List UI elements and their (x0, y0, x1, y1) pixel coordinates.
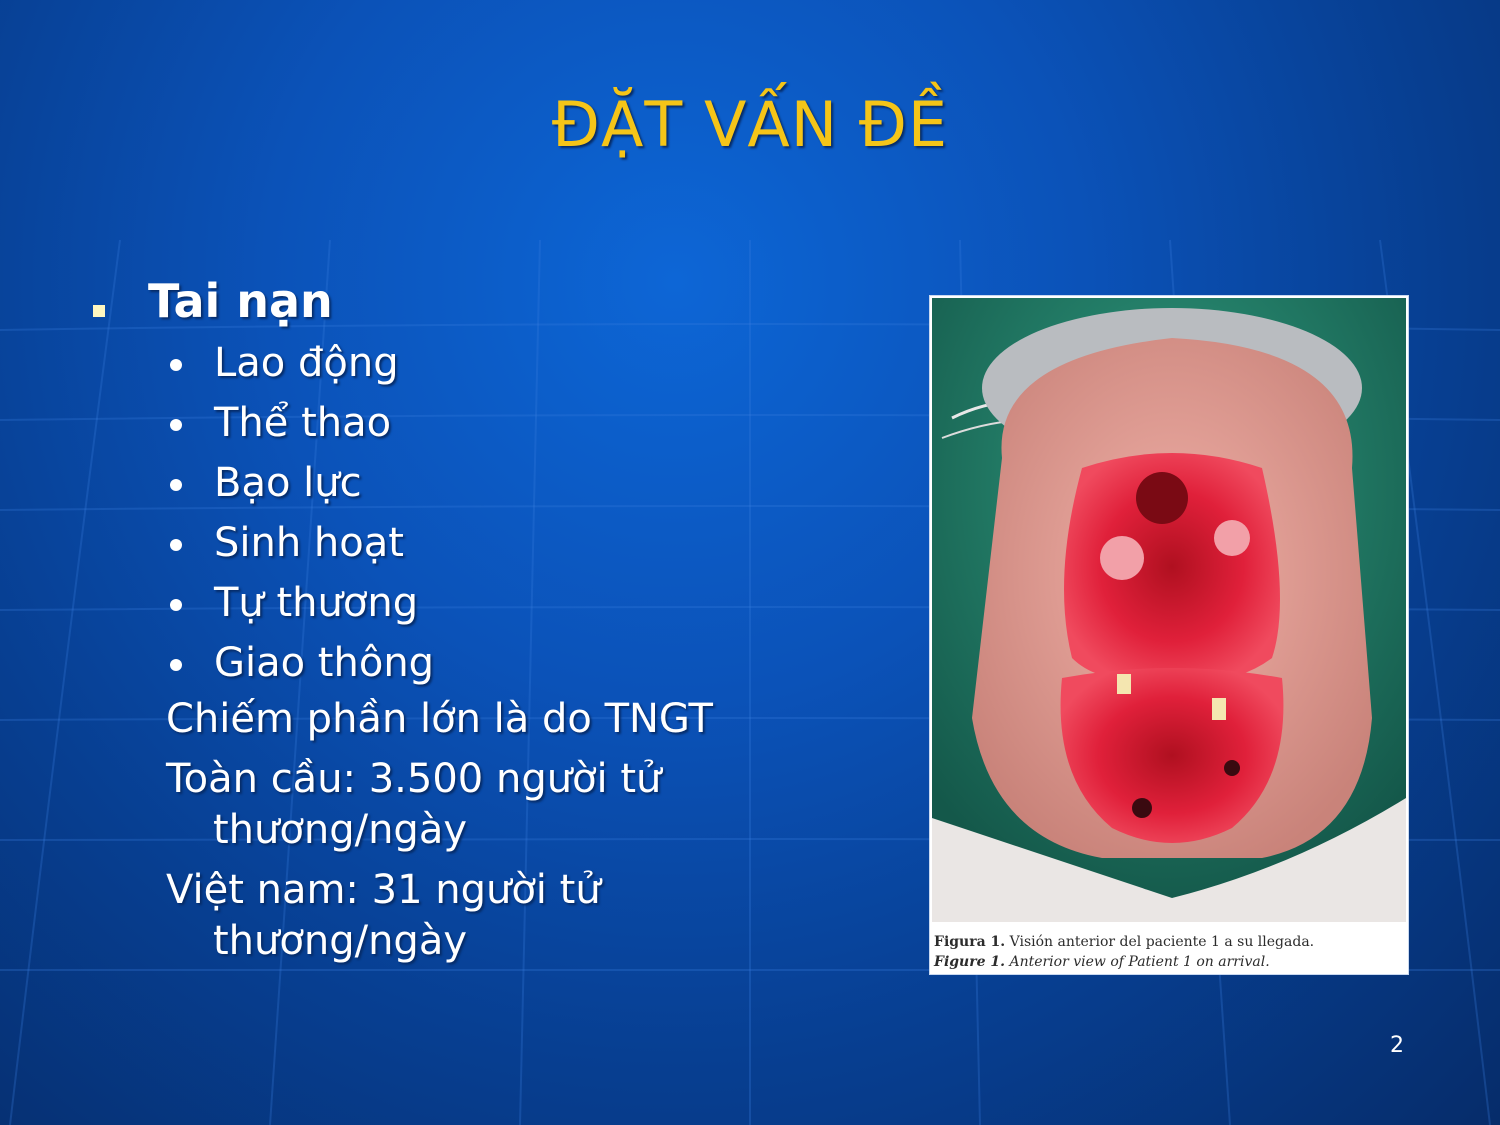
caption-text: Anterior view of Patient 1 on arrival. (1009, 954, 1270, 970)
sub-bullet-text: Thể thao (214, 400, 392, 446)
sub-bullet-item (90, 572, 850, 632)
sub-bullet-text: Tự thương (214, 580, 419, 626)
caption-text: Visión anterior del paciente 1 a su llegada. (1009, 934, 1315, 950)
statistic-paragraph (90, 865, 850, 967)
statistic-paragraph (90, 754, 850, 856)
dot-bullet-icon (170, 479, 182, 491)
sub-bullet-text: Bạo lực (214, 460, 362, 506)
clinical-figure (929, 295, 1409, 975)
slide-title: ĐẶT VẤN ĐỀ (551, 88, 949, 161)
paragraph-continuation: thương/ngày (213, 807, 468, 853)
sub-bullet-text: Lao động (214, 340, 399, 386)
bullet-content (90, 272, 850, 976)
caption-spanish (934, 932, 1404, 952)
dot-bullet-icon (170, 359, 182, 371)
sub-bullet-item (90, 452, 850, 512)
paragraph-line: Toàn cầu: 3.500 người tử (166, 756, 662, 802)
paragraph-line: Chiếm phần lớn là do TNGT (166, 696, 713, 742)
sub-bullet-item (90, 332, 850, 392)
dot-bullet-icon (170, 599, 182, 611)
sub-bullet-item (90, 392, 850, 452)
paragraph-continuation: thương/ngày (213, 918, 468, 964)
page-number: 2 (1390, 1033, 1404, 1058)
caption-english (934, 952, 1404, 972)
sub-bullet-text: Sinh hoạt (214, 520, 404, 566)
dot-bullet-icon (170, 419, 182, 431)
figure-caption (934, 932, 1404, 972)
square-bullet-icon (93, 305, 105, 317)
paragraph-line: Việt nam: 31 người tử (166, 867, 601, 913)
sub-bullet-item (90, 512, 850, 572)
caption-label: Figura 1. (934, 934, 1006, 950)
sub-bullet-text: Giao thông (214, 640, 435, 686)
sub-bullet-item (90, 632, 850, 692)
statistic-paragraph (90, 694, 850, 745)
dot-bullet-icon (170, 539, 182, 551)
patient-photo (932, 298, 1406, 922)
main-bullet-label: Tai nạn (148, 274, 333, 328)
main-bullet (90, 272, 850, 332)
dot-bullet-icon (170, 659, 182, 671)
patient-photo-illustration (932, 298, 1406, 922)
caption-label: Figure 1. (934, 954, 1005, 970)
